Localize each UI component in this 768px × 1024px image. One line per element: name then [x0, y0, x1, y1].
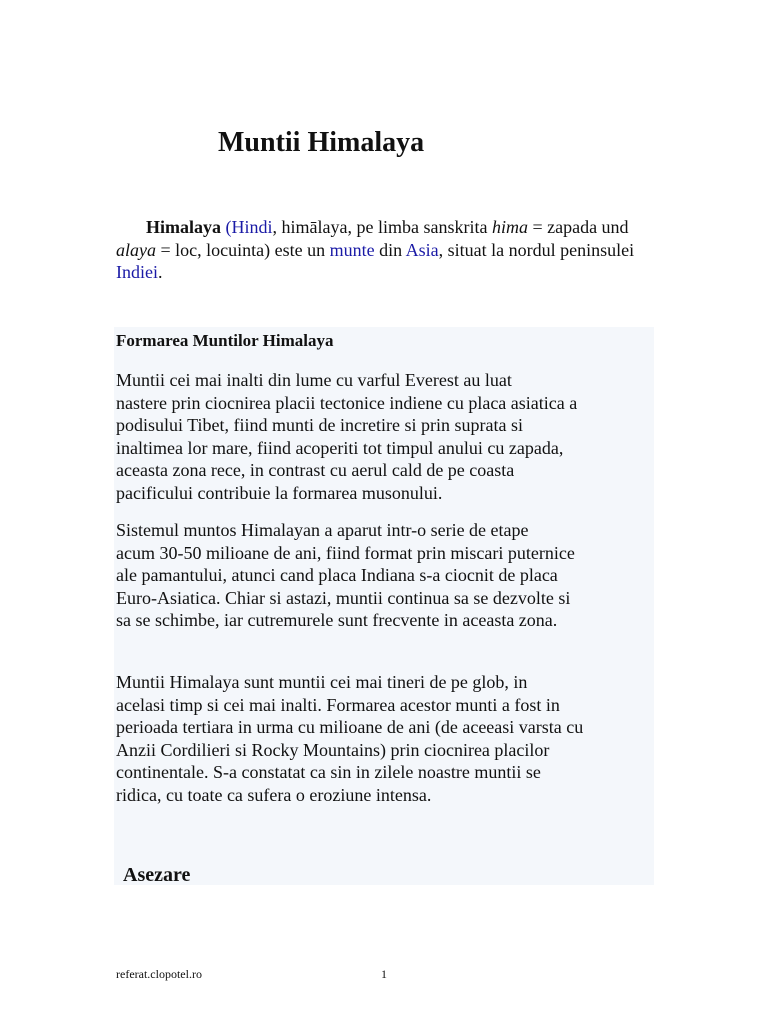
paragraph-2: Sistemul muntos Himalayan a aparut intr-o serie de etape acum 30-50 milioane de ani, fiind format prin miscari puternice ale pamantului, atunci cand placa Indiana s-a ciocnit de placa Euro-Asiatica. Chiar si astazi, muntii continua sa se dezvolte si sa se schimbe, iar cutremurele sunt frecvente in aceasta zona. [116, 520, 575, 631]
intro-text-3: = loc, locuinta) este un [156, 239, 330, 260]
link-indiei[interactable]: Indiei [116, 262, 158, 282]
intro-word-hima: hima [491, 217, 528, 237]
link-hindi[interactable]: Hindi [231, 217, 273, 237]
link-munte[interactable]: munte [329, 239, 375, 260]
footer-source: referat.clopotel.ro [116, 967, 202, 981]
link-asia[interactable]: Asia [405, 239, 439, 260]
page-title: Muntii Himalaya [218, 127, 425, 158]
paragraph-3: Muntii Himalaya sunt muntii cei mai tineri de pe glob, in acelasi timp si cei mai inalti. Formarea acestor munti a fost in perioada tertiara in urma cu milioane de ani (de aceeasi varsta cu Anzii Cordilieri si Rocky Mountains) prin ciocnirea placilor continentale. S-a constatat ca sin in zilele noastre muntii se ridica, cu toate ca sufera o eroziune intensa. [116, 672, 584, 805]
intro-open-paren: ( [221, 217, 232, 237]
paragraph-1: Muntii cei mai inalti din lume cu varful Everest au luat nastere prin ciocnirea placii tectonice indiene cu placa asiatica a podisului Tibet, fiind munti de incretire si prin suprata si inaltimea lor mare, fiind acoperiti tot timpul anului cu zapada, aceasta zona rece, in contrast cu aerul cald de pe coasta pacificului contribuie la formarea musonului. [116, 370, 578, 503]
intro-text-2: = zapada und [527, 217, 629, 237]
intro-text-4: din [374, 239, 406, 260]
intro-word-alaya: alaya [116, 239, 156, 260]
intro-term: Himalaya [146, 217, 221, 237]
intro-text-1: , himālaya, pe limba sanskrita [272, 217, 492, 237]
intro-paragraph [116, 216, 656, 284]
footer-page-number: 1 [381, 967, 387, 981]
section-heading: Formarea Muntilor Himalaya [116, 331, 334, 350]
intro-text-5: , situat la nordul peninsulei [438, 239, 635, 260]
intro-text-6: . [158, 262, 163, 282]
subheading-asezare: Asezare [123, 864, 191, 886]
